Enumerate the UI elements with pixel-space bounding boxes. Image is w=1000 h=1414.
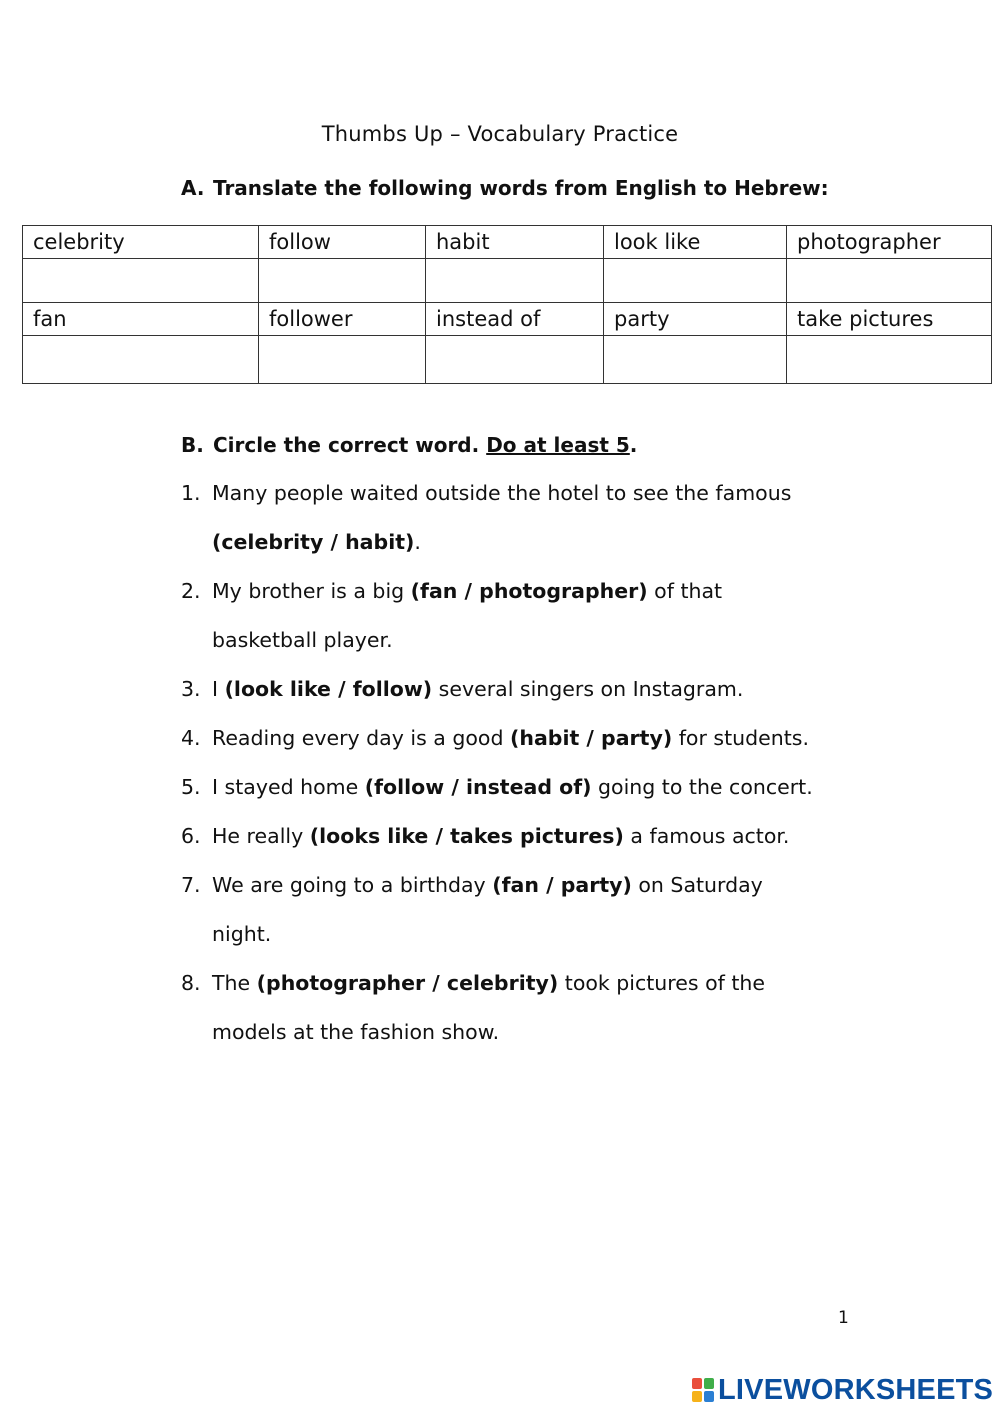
question-sentence-end: several singers on Instagram. — [432, 677, 744, 701]
translation-cell[interactable] — [604, 259, 787, 303]
question-list — [181, 469, 881, 1057]
question-sentence: The — [212, 971, 257, 995]
section-a-heading — [181, 176, 829, 200]
question-sentence: Many people waited outside the hotel to see the famous — [212, 481, 792, 505]
answer-choice[interactable]: (celebrity / habit) — [212, 530, 415, 554]
translation-cell[interactable] — [787, 336, 992, 384]
question-number: 2. — [181, 579, 201, 603]
answer-choice[interactable]: (look like / follow) — [224, 677, 433, 701]
logo-square — [704, 1378, 714, 1389]
watermark-text: LIVEWORKSHEETS — [718, 1373, 994, 1406]
question-text — [212, 567, 881, 665]
answer-choice[interactable]: (fan / party) — [492, 873, 632, 897]
vocab-word: habit — [426, 226, 604, 259]
document-title: Thumbs Up – Vocabulary Practice — [321, 122, 679, 146]
question-number: 1. — [181, 481, 201, 505]
answer-choice[interactable]: (photographer / celebrity) — [256, 971, 559, 995]
question-item-5 — [181, 763, 881, 812]
question-item-4 — [181, 714, 881, 763]
question-sentence-end: going to the concert. — [591, 775, 813, 799]
question-continuation: night. — [212, 922, 272, 946]
question-item-8 — [181, 959, 881, 1057]
section-a-letter: A. — [181, 176, 205, 200]
translation-row-2 — [23, 336, 992, 384]
question-text — [212, 861, 881, 959]
translation-cell[interactable] — [426, 336, 604, 384]
liveworksheets-watermark — [692, 1374, 993, 1406]
question-sentence: Reading every day is a good — [212, 726, 510, 750]
page-number: 1 — [838, 1308, 849, 1328]
vocab-word-row-1 — [23, 226, 992, 259]
question-item-1 — [181, 469, 881, 567]
question-number: 5. — [181, 775, 201, 799]
question-sentence-end: took pictures of the — [558, 971, 766, 995]
question-sentence: My brother is a big — [212, 579, 411, 603]
question-number: 7. — [181, 873, 201, 897]
question-sentence: He really — [212, 824, 310, 848]
question-text — [212, 714, 881, 763]
vocab-word: take pictures — [787, 303, 992, 336]
vocabulary-table — [22, 225, 992, 384]
question-number: 8. — [181, 971, 201, 995]
logo-square — [704, 1391, 714, 1402]
question-text — [212, 763, 881, 812]
question-continuation: basketball player. — [212, 628, 393, 652]
vocab-word: fan — [23, 303, 259, 336]
logo-square — [692, 1378, 702, 1389]
section-b-text: Circle the correct word. — [213, 433, 480, 457]
vocab-word-row-2 — [23, 303, 992, 336]
question-sentence-end: for students. — [672, 726, 809, 750]
question-sentence-end: of that — [647, 579, 723, 603]
translation-cell[interactable] — [787, 259, 992, 303]
question-sentence: I stayed home — [212, 775, 365, 799]
section-a-text: Translate the following words from English to Hebrew: — [213, 176, 829, 200]
translation-cell[interactable] — [259, 336, 426, 384]
answer-choice[interactable]: (looks like / takes pictures) — [309, 824, 624, 848]
liveworksheets-logo-icon — [692, 1378, 714, 1402]
answer-choice[interactable]: (follow / instead of) — [364, 775, 592, 799]
question-sentence-end: . — [414, 530, 421, 554]
question-item-6 — [181, 812, 881, 861]
question-item-7 — [181, 861, 881, 959]
question-sentence-end: a famous actor. — [623, 824, 790, 848]
question-text — [212, 812, 881, 861]
question-number: 3. — [181, 677, 201, 701]
vocab-word: party — [604, 303, 787, 336]
answer-choice[interactable]: (habit / party) — [509, 726, 673, 750]
translation-cell[interactable] — [23, 259, 259, 303]
question-sentence: I — [212, 677, 225, 701]
vocab-word: instead of — [426, 303, 604, 336]
translation-cell[interactable] — [259, 259, 426, 303]
question-item-3 — [181, 665, 881, 714]
answer-choice[interactable]: (fan / photographer) — [410, 579, 648, 603]
translation-row-1 — [23, 259, 992, 303]
question-number: 6. — [181, 824, 201, 848]
vocab-word: follower — [259, 303, 426, 336]
vocab-word: look like — [604, 226, 787, 259]
translation-cell[interactable] — [426, 259, 604, 303]
translation-cell[interactable] — [23, 336, 259, 384]
vocab-word: celebrity — [23, 226, 259, 259]
section-b-period: . — [629, 433, 638, 457]
question-number: 4. — [181, 726, 201, 750]
question-sentence: We are going to a birthday — [212, 873, 493, 897]
vocab-word: follow — [259, 226, 426, 259]
question-item-2 — [181, 567, 881, 665]
logo-square — [692, 1391, 702, 1402]
vocab-word: photographer — [787, 226, 992, 259]
question-text — [212, 665, 881, 714]
section-b-letter: B. — [181, 433, 204, 457]
translation-cell[interactable] — [604, 336, 787, 384]
section-b-heading — [181, 433, 637, 457]
question-continuation: models at the fashion show. — [212, 1020, 500, 1044]
question-text — [212, 469, 881, 567]
question-text — [212, 959, 881, 1057]
question-sentence-end: on Saturday — [631, 873, 763, 897]
section-b-requirement: Do at least 5 — [486, 433, 630, 457]
